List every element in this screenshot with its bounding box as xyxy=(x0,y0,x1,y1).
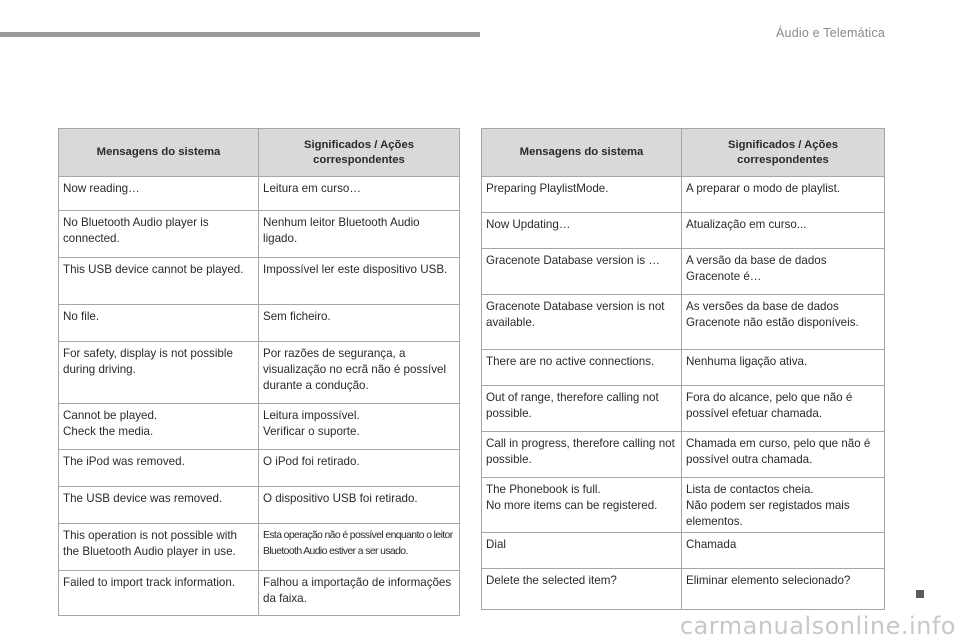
table-row xyxy=(59,524,460,571)
table-row xyxy=(59,404,460,450)
message-cell: No Bluetooth Audio player is connected. xyxy=(59,211,259,258)
message-cell: Out of range, therefore calling not possible. xyxy=(482,386,682,432)
table-row xyxy=(482,569,885,610)
table-header-row xyxy=(482,129,885,177)
table-row xyxy=(482,177,885,213)
meaning-cell: Nenhuma ligação ativa. xyxy=(682,350,885,386)
table-row xyxy=(482,432,885,478)
message-cell: The Phonebook is full. No more items can be registered. xyxy=(482,478,682,533)
message-cell: The USB device was removed. xyxy=(59,487,259,524)
message-cell: Preparing PlaylistMode. xyxy=(482,177,682,213)
table-row xyxy=(482,478,885,533)
system-messages-table-left xyxy=(58,128,460,616)
meaning-cell: Fora do alcance, pelo que não é possível efetuar chamada. xyxy=(682,386,885,432)
meaning-cell: Lista de contactos cheia. Não podem ser registados mais elementos. xyxy=(682,478,885,533)
section-title: Áudio e Telemática xyxy=(776,26,885,40)
table-row xyxy=(59,177,460,211)
table-header-row xyxy=(59,129,460,177)
meaning-cell: A preparar o modo de playlist. xyxy=(682,177,885,213)
column-header-messages: Mensagens do sistema xyxy=(59,129,259,177)
meaning-cell: A versão da base de dados Gracenote é… xyxy=(682,249,885,295)
message-cell: Call in progress, therefore calling not possible. xyxy=(482,432,682,478)
meaning-cell: Chamada xyxy=(682,533,885,569)
message-cell: For safety, display is not possible during driving. xyxy=(59,342,259,404)
table-row xyxy=(482,295,885,350)
table-row xyxy=(59,571,460,616)
meaning-cell: Falhou a importação de informações da faixa. xyxy=(259,571,460,616)
column-header-meanings: Significados / Ações correspondentes xyxy=(259,129,460,177)
table-row xyxy=(59,487,460,524)
column-header-meanings: Significados / Ações correspondentes xyxy=(682,129,885,177)
table-row xyxy=(482,386,885,432)
meaning-cell: Atualização em curso... xyxy=(682,213,885,249)
meaning-cell: Sem ficheiro. xyxy=(259,305,460,342)
column-header-messages: Mensagens do sistema xyxy=(482,129,682,177)
header-rule xyxy=(0,32,480,37)
page-corner-square xyxy=(916,590,924,598)
table-row xyxy=(482,213,885,249)
meaning-cell: Leitura em curso… xyxy=(259,177,460,211)
meaning-cell: Esta operação não é possível enquanto o leitor Bluetooth Audio estiver a ser usado. xyxy=(259,524,460,571)
meaning-cell: Nenhum leitor Bluetooth Audio ligado. xyxy=(259,211,460,258)
meaning-cell: O dispositivo USB foi retirado. xyxy=(259,487,460,524)
table-row xyxy=(59,305,460,342)
table-row xyxy=(59,211,460,258)
message-cell: This operation is not possible with the Bluetooth Audio player in use. xyxy=(59,524,259,571)
meaning-cell: Chamada em curso, pelo que não é possível outra chamada. xyxy=(682,432,885,478)
meaning-cell: As versões da base de dados Gracenote não estão disponíveis. xyxy=(682,295,885,350)
meaning-cell: Impossível ler este dispositivo USB. xyxy=(259,258,460,305)
message-cell: Gracenote Database version is … xyxy=(482,249,682,295)
meaning-cell: O iPod foi retirado. xyxy=(259,450,460,487)
message-cell: Now reading… xyxy=(59,177,259,211)
message-cell: This USB device cannot be played. xyxy=(59,258,259,305)
table-row xyxy=(59,342,460,404)
table-row xyxy=(59,258,460,305)
message-cell: No file. xyxy=(59,305,259,342)
table-row xyxy=(482,533,885,569)
message-cell: Delete the selected item? xyxy=(482,569,682,610)
message-cell: Gracenote Database version is not available. xyxy=(482,295,682,350)
table-row xyxy=(482,249,885,295)
table-row xyxy=(59,450,460,487)
meaning-cell: Por razões de segurança, a visualização no ecrã não é possível durante a condução. xyxy=(259,342,460,404)
message-cell: Now Updating… xyxy=(482,213,682,249)
message-cell: The iPod was removed. xyxy=(59,450,259,487)
message-cell: Cannot be played. Check the media. xyxy=(59,404,259,450)
table-row xyxy=(482,350,885,386)
message-cell: There are no active connections. xyxy=(482,350,682,386)
meaning-cell: Leitura impossível. Verificar o suporte. xyxy=(259,404,460,450)
system-messages-table-right xyxy=(481,128,885,610)
watermark-text: carmanualsonline.info xyxy=(679,612,956,640)
message-cell: Failed to import track information. xyxy=(59,571,259,616)
meaning-cell: Eliminar elemento selecionado? xyxy=(682,569,885,610)
message-cell: Dial xyxy=(482,533,682,569)
